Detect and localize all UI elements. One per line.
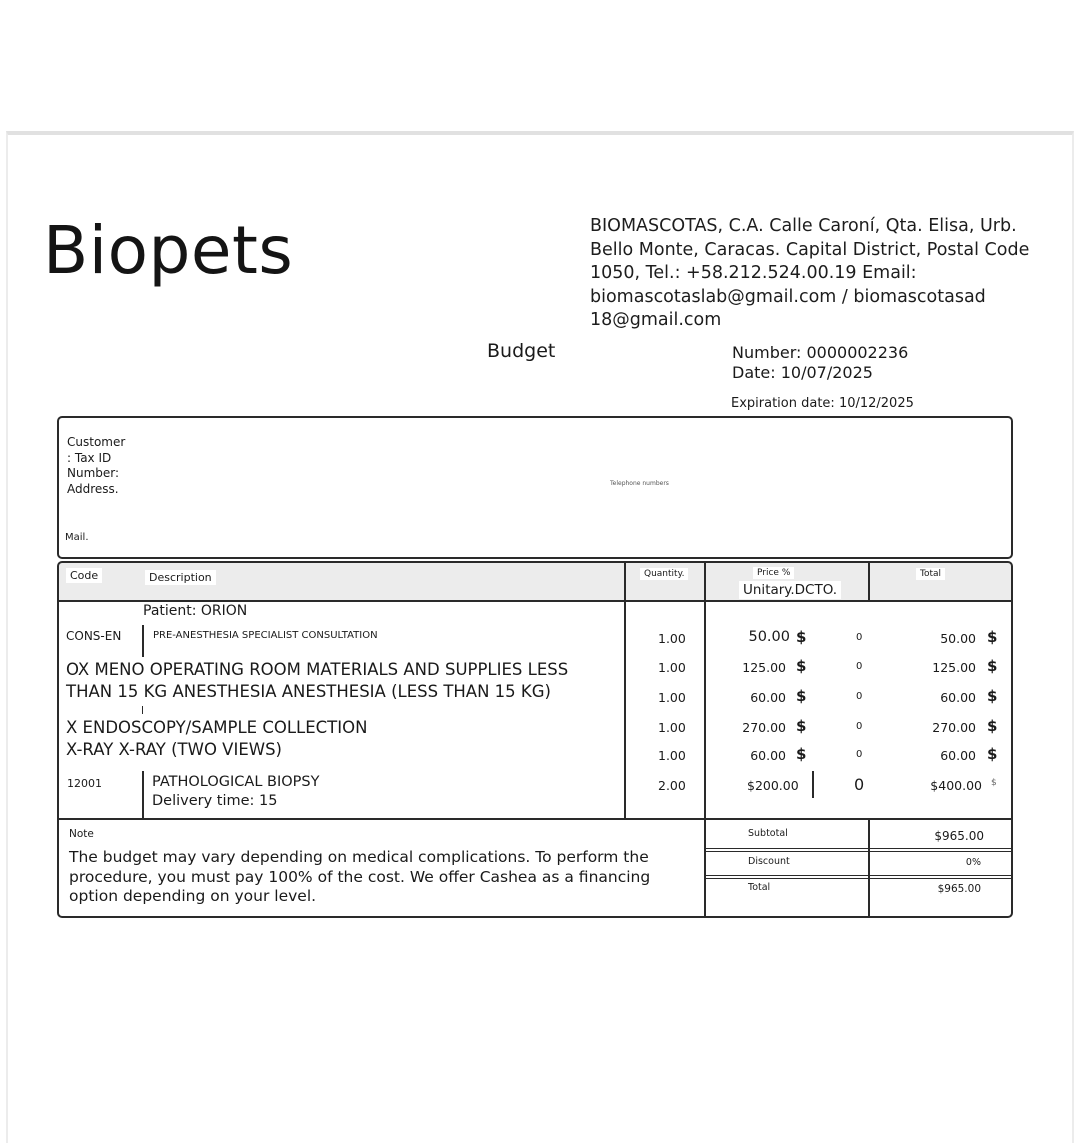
note-label: Note: [69, 828, 94, 840]
item-desc-consult: PRE-ANESTHESIA SPECIALIST CONSULTATION: [153, 630, 378, 641]
row-6-total: $400.00: [930, 778, 982, 793]
row-1-total-currency: $: [987, 628, 998, 646]
row-5-price: 60.00: [750, 748, 786, 763]
total-value: $965.00: [937, 883, 981, 895]
patient-name: Patient: ORION: [143, 603, 248, 619]
code-separator-1: [142, 625, 144, 657]
row-3-price-currency: $: [796, 687, 807, 705]
customer-labels: [67, 435, 125, 497]
row-4-total-currency: $: [987, 717, 998, 735]
subtotal-value: $965.00: [934, 829, 984, 843]
telephone-label: Telephone numbers: [610, 480, 669, 487]
row-1-total: 50.00: [940, 631, 976, 646]
tax-id-label: : Tax ID: [67, 450, 112, 465]
item-desc-endoscopy: X ENDOSCOPY/SAMPLE COLLECTION X-RAY X-RAY (TWO VIEWS): [66, 718, 368, 759]
mail-label: Mail.: [65, 532, 89, 543]
row-3-total-currency: $: [987, 687, 998, 705]
row-6-price: $200.00: [747, 778, 799, 793]
top-margin: [0, 0, 1080, 130]
header-description: Description: [145, 571, 216, 584]
header-unitary-dcto: Unitary.DCTO.: [739, 582, 841, 598]
item-desc-operating-room: OX MENO OPERATING ROOM MATERIALS AND SUPPLIES LESS THAN 15 KG ANESTHESIA ANESTHESIA (LESS THAN 15 KG): [66, 660, 569, 701]
subtotal-label: Subtotal: [748, 828, 788, 839]
row-5-quantity: 1.00: [658, 748, 686, 763]
row-6-quantity: 2.00: [658, 778, 686, 793]
row-2-price: 125.00: [742, 660, 786, 675]
item-code-consult: CONS-EN: [66, 629, 122, 643]
customer-box: [57, 416, 1013, 559]
row-2-total: 125.00: [932, 660, 976, 675]
summary-divider-2b: [705, 878, 1011, 879]
document-meta: [732, 343, 908, 383]
discount-label: Discount: [748, 856, 790, 867]
tick-mark: [142, 706, 143, 714]
row-4-total: 270.00: [932, 720, 976, 735]
row-3-quantity: 1.00: [658, 690, 686, 705]
item-code-biopsy: 12001: [67, 777, 102, 790]
summary-divider-2: [705, 875, 1011, 876]
row-3-price: 60.00: [750, 690, 786, 705]
header-code: Code: [66, 569, 102, 582]
row-4-quantity: 1.00: [658, 720, 686, 735]
code-separator-2: [142, 771, 144, 818]
customer-label: Customer: [67, 435, 126, 449]
item-desc-biopsy: PATHOLOGICAL BIOPSY Delivery time: 15: [152, 774, 320, 809]
company-info: BIOMASCOTAS, C.A. Calle Caroní, Qta. Elisa, Urb. Bello Monte, Caracas. Capital District, Postal Code 1050, Tel.: +58.212.524.00.19 Email: biomascotaslab@gmail.com / biomascotasad 18@gmail.com: [590, 216, 1030, 330]
row-2-discount: 0: [856, 661, 863, 672]
row-5-discount: 0: [856, 749, 863, 760]
row-6-discount: 0: [854, 775, 865, 794]
header-total: Total: [916, 569, 945, 579]
column-divider-quantity: [624, 563, 626, 820]
row-2-total-currency: $: [987, 657, 998, 675]
row-5-total: 60.00: [940, 748, 976, 763]
summary-divider-1: [705, 848, 1011, 849]
row-1-discount: 0: [856, 632, 863, 643]
row-2-quantity: 1.00: [658, 660, 686, 675]
row-3-discount: 0: [856, 691, 863, 702]
note-text: The budget may vary depending on medical complications. To perform the procedure, you must pay 100% of the cost. We offer Cashea as a financing option depending on your level.: [69, 848, 651, 905]
document-date: Date: 10/07/2025: [732, 363, 873, 382]
summary-divider-1b: [705, 851, 1011, 852]
price-separator: [812, 771, 814, 798]
column-divider-total-header: [868, 563, 870, 601]
column-divider-total-footer: [868, 818, 870, 916]
header-quantity: Quantity.: [640, 569, 688, 579]
row-1-price-currency: $: [796, 628, 807, 646]
column-divider-price: [704, 563, 706, 916]
row-2-price-currency: $: [796, 657, 807, 675]
document-title: Budget: [487, 340, 556, 362]
company-logo: Biopets: [43, 212, 294, 289]
row-6-total-suffix: $: [991, 778, 997, 788]
header-price-pct: Price %: [753, 568, 794, 578]
total-label: Total: [748, 882, 771, 893]
number-label: Number:: [67, 466, 120, 480]
address-label: Address.: [67, 481, 119, 496]
row-3-total: 60.00: [940, 690, 976, 705]
document-number: Number: 0000002236: [732, 343, 909, 362]
row-5-total-currency: $: [987, 745, 998, 763]
row-4-price: 270.00: [742, 720, 786, 735]
row-1-quantity: 1.00: [658, 631, 686, 646]
discount-value: 0%: [965, 857, 981, 868]
expiration-date: Expiration date: 10/12/2025: [731, 396, 914, 411]
row-4-price-currency: $: [796, 717, 807, 735]
row-4-discount: 0: [856, 721, 863, 732]
row-1-price: 50.00: [748, 629, 790, 645]
row-5-price-currency: $: [796, 745, 807, 763]
delivery-time: Delivery time: 15: [152, 793, 278, 809]
